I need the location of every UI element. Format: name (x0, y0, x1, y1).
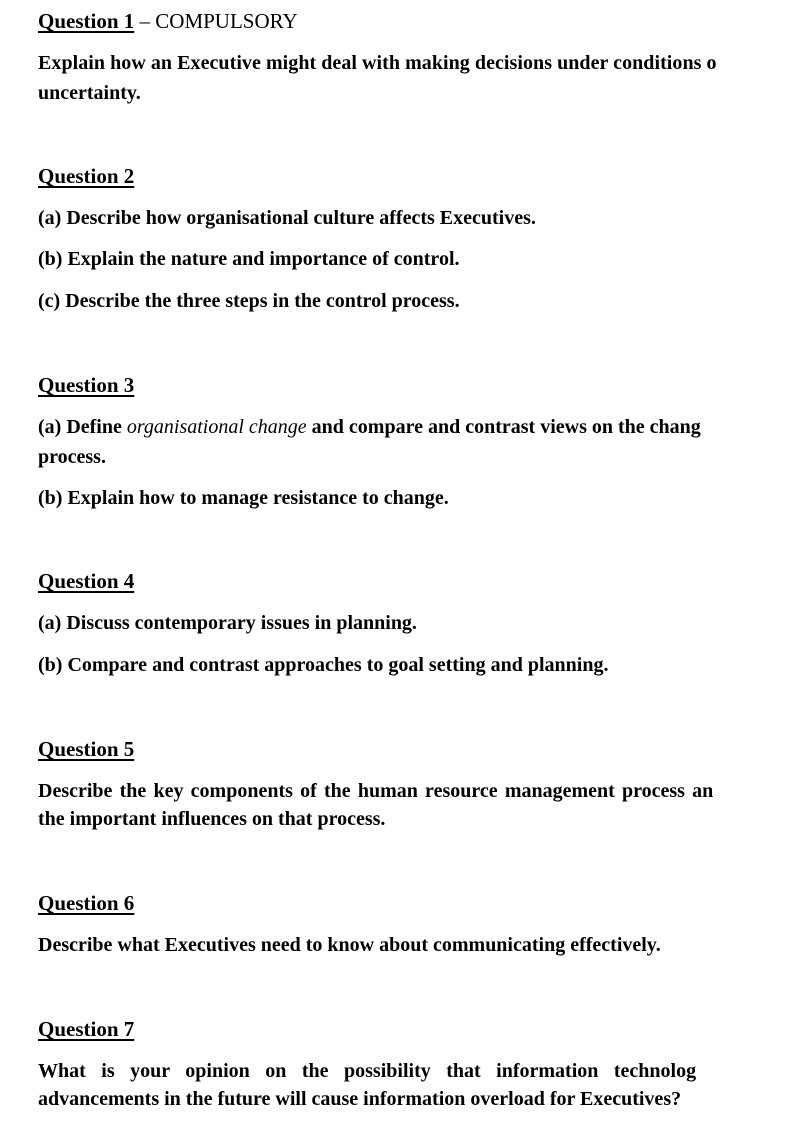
question-1-title: Question 1 (38, 9, 135, 33)
question-1-text-line-1: Explain how an Executive might deal with making decisions under conditions o (38, 52, 717, 74)
question-4-part-b: (b) Compare and contrast approaches to goal setting and planning. (38, 654, 609, 676)
question-7-title: Question 7 (38, 1017, 135, 1041)
question-7-text-line-2: advancements in the future will cause information overload for Executives? (38, 1088, 682, 1110)
question-5-title: Question 5 (38, 737, 135, 761)
question-6-text: Describe what Executives need to know about communicating effectively. (38, 934, 661, 956)
question-2-part-b: (b) Explain the nature and importance of control. (38, 248, 460, 270)
question-5-heading (38, 737, 134, 761)
question-7-heading (38, 1017, 134, 1041)
question-6-title: Question 6 (38, 891, 135, 915)
question-4-heading (38, 569, 134, 593)
question-1-text-line-2: uncertainty. (38, 82, 141, 104)
question-7-text-line-1: What is your opinion on the possibility that information technolog (38, 1060, 697, 1082)
question-3-part-b: (b) Explain how to manage resistance to change. (38, 487, 449, 509)
question-3-title: Question 3 (38, 373, 135, 397)
question-5-text-line-1: Describe the key components of the human resource management process an (38, 780, 714, 802)
question-5-text-line-2: the important influences on that process. (38, 808, 386, 830)
question-2-part-c: (c) Describe the three steps in the control process. (38, 290, 460, 312)
question-2-title: Question 2 (38, 164, 135, 188)
question-4-part-a: (a) Discuss contemporary issues in planning. (38, 612, 417, 634)
question-3-part-a-line-2: process. (38, 446, 106, 468)
question-3-part-a-text-2: and compare and contrast views on the chang (306, 416, 701, 438)
question-1-heading (38, 9, 298, 33)
question-3-part-a-italic: organisational change (126, 416, 307, 438)
question-3-part-a-line-1 (38, 415, 701, 439)
question-2-part-a: (a) Describe how organisational culture affects Executives. (38, 207, 536, 229)
question-2-heading (38, 164, 134, 188)
question-3-part-a-text-1: (a) Define (38, 416, 127, 438)
question-6-heading (38, 891, 134, 915)
question-4-title: Question 4 (38, 569, 135, 593)
question-1-suffix: – COMPULSORY (134, 9, 298, 33)
question-3-heading (38, 373, 134, 397)
